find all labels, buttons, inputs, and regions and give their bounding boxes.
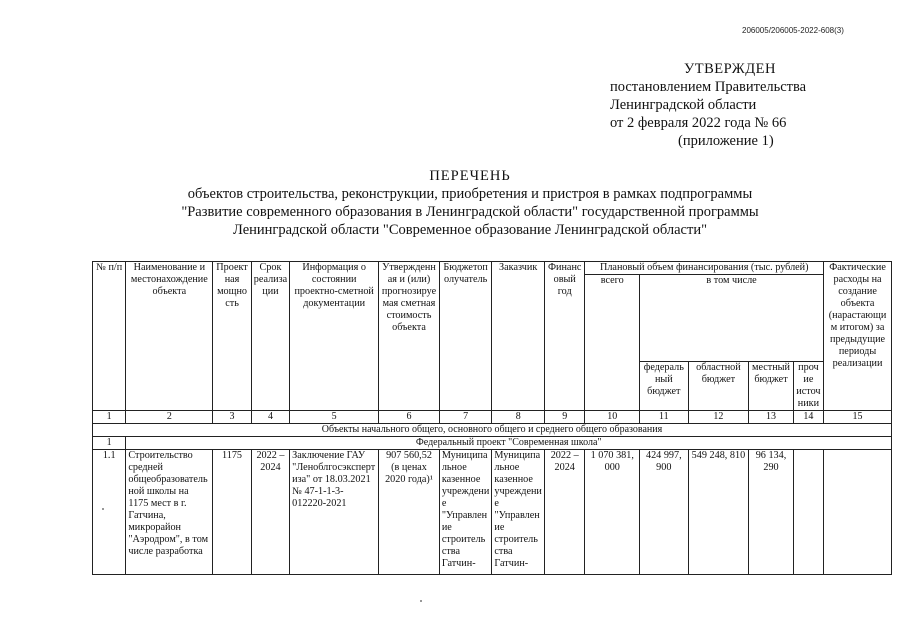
document-id: 206005/206005-2022-608(3) [742, 26, 844, 35]
row-cost: 907 560,52 (в ценах 2020 года)¹ [379, 450, 440, 575]
row-other [793, 450, 823, 575]
heading-line: Ленинградской области "Современное образование Ленинградской области" [232, 222, 708, 238]
column-number: 13 [749, 411, 793, 424]
approval-line: от 2 февраля 2022 года № 66 [610, 115, 787, 131]
row-number: 1.1 [93, 450, 126, 575]
document-title: ПЕРЕЧЕНЬ [429, 168, 511, 184]
header-recipient: Бюджетополучатель [439, 262, 492, 411]
header-no: № п/п [93, 262, 126, 411]
header-actual: Фактические расходы на создание объекта (нарастающим итогом) за предыдущие периоды реализации [824, 262, 892, 411]
approval-line: Ленинградской области [610, 97, 757, 113]
column-number: 9 [544, 411, 584, 424]
column-number: 7 [439, 411, 492, 424]
heading-line: объектов строительства, реконструкции, приобретения и пристроя в рамках подпрограммы [187, 186, 753, 202]
column-number: 8 [492, 411, 545, 424]
header-federal: федеральный бюджет [640, 362, 689, 411]
row-total: 1 070 381, 000 [585, 450, 640, 575]
row-customer: Муниципальное казенное учреждение "Управление строительства Гатчин- [492, 450, 545, 575]
header-customer: Заказчик [492, 262, 545, 411]
approval-stamp [610, 60, 840, 150]
column-number: 6 [379, 411, 440, 424]
objects-table [92, 261, 892, 575]
row-capacity: 1175 [213, 450, 251, 575]
column-number: 11 [640, 411, 689, 424]
header-capacity: Проектная мощность [213, 262, 251, 411]
header-other: прочие источники [793, 362, 823, 411]
column-number: 5 [290, 411, 379, 424]
row-docs: Заключение ГАУ "Леноблгосэкспертиза" от 18.03.2021 № 47-1-1-3-012220-2021 [290, 450, 379, 575]
header-plan: Плановый объем финансирования (тыс. рублей) [585, 262, 824, 275]
header-name: Наименование и местонахождение объекта [126, 262, 213, 411]
section-title: Объекты начального общего, основного общего и среднего общего образования [93, 424, 892, 437]
scan-speck [102, 508, 104, 510]
column-number: 10 [585, 411, 640, 424]
header-fin-year: Финансовый год [544, 262, 584, 411]
header-local: местный бюджет [749, 362, 793, 411]
header-terms: Срок реализации [251, 262, 289, 411]
row-federal: 424 997, 900 [640, 450, 689, 575]
approval-title: УТВЕРЖДЕН [684, 61, 776, 77]
heading-line: "Развитие современного образования в Ленинградской области" государственной программы [181, 204, 759, 220]
header-total: всего [585, 275, 640, 411]
subsection-number: 1 [93, 437, 126, 450]
row-actual [824, 450, 892, 575]
column-number: 1 [93, 411, 126, 424]
column-number: 12 [688, 411, 749, 424]
row-name: Строительство средней общеобразовательной школы на 1175 мест в г. Гатчина, микрорайон "Аэродром", в том числе разработка [126, 450, 213, 575]
table-row [93, 450, 892, 575]
header-docs: Информация о состоянии проектно-сметной документации [290, 262, 379, 411]
column-number: 2 [126, 411, 213, 424]
header-cost: Утвержденная и (или) прогнозируемая сметная стоимость объекта [379, 262, 440, 411]
header-regional: областной бюджет [688, 362, 749, 411]
approval-line: постановлением Правительства [610, 79, 807, 95]
document-heading [120, 167, 820, 239]
column-number: 4 [251, 411, 289, 424]
row-recipient: Муниципальное казенное учреждение "Управление строительства Гатчин- [439, 450, 492, 575]
column-number: 14 [793, 411, 823, 424]
row-fin-year: 2022 – 2024 [544, 450, 584, 575]
column-number: 3 [213, 411, 251, 424]
row-regional: 549 248, 810 [688, 450, 749, 575]
row-terms: 2022 – 2024 [251, 450, 289, 575]
column-number: 15 [824, 411, 892, 424]
scan-speck [420, 600, 422, 602]
subsection-title: Федеральный проект "Современная школа" [126, 437, 892, 450]
header-incl: в том числе [640, 275, 824, 362]
row-local: 96 134, 290 [749, 450, 793, 575]
approval-line: (приложение 1) [678, 133, 774, 149]
